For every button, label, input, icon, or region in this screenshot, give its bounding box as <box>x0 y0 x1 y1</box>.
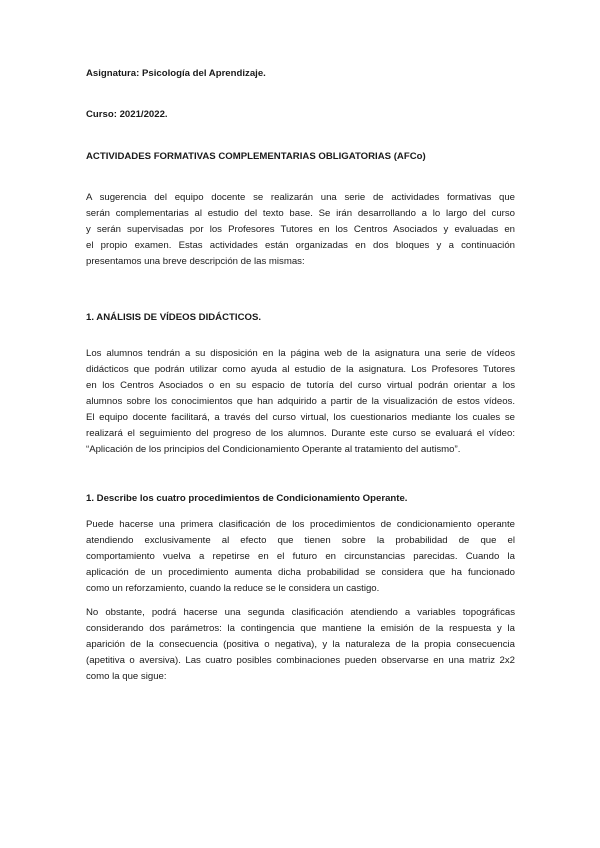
question-line: considerando dos parámetros: la contingencia que mantiene la emisión de la respuesta y la <box>86 623 515 634</box>
section-line: alumnos sobre los conocimientos que han adquirido a partir de la visualización de estos vídeos. <box>86 396 515 407</box>
intro-line: serán complementarias al estudio del texto base. Se irán desarrollando a lo largo del curso <box>86 208 515 219</box>
question-paragraph-1 <box>86 517 515 597</box>
question-line: como la que sigue: <box>86 671 167 682</box>
question-line: aplicación de un procedimiento aumenta dicha probabilidad se considera que ha funcionado <box>86 567 515 578</box>
question-line: atendiendo exclusivamente al efecto que tienen sobre la probabilidad de que el <box>86 535 515 546</box>
intro-line: el propio examen. Estas actividades están organizadas en dos bloques y a continuación <box>86 240 515 251</box>
intro-line: A sugerencia del equipo docente se realizarán una serie de actividades formativas que <box>86 192 515 203</box>
section-line: El equipo docente facilitará, a través del curso virtual, los cuestionarios mediante los cuales se <box>86 412 515 423</box>
question-line: (apetitiva o aversiva). Las cuatro posibles combinaciones pueden observarse en una matriz 2x2 <box>86 655 515 666</box>
section-heading: 1. ANÁLISIS DE VÍDEOS DIDÁCTICOS. <box>86 312 262 323</box>
question-paragraph-2 <box>86 605 515 685</box>
question-line: comportamiento vuelva a repetirse en el futuro en circunstancias parecidas. Cuando la <box>86 551 515 562</box>
subject-line: Asignatura: Psicología del Aprendizaje. <box>86 68 266 79</box>
question-heading: 1. Describe los cuatro procedimientos de Condicionamiento Operante. <box>86 493 408 504</box>
document-title: ACTIVIDADES FORMATIVAS COMPLEMENTARIAS OBLIGATORIAS (AFCo) <box>86 151 426 162</box>
section-line: en los Centros Asociados o en su espacio de tutoría del curso virtual podrán orientar a los <box>86 380 515 391</box>
section-line: “Aplicación de los principios del Condicionamiento Operante al tratamiento del autismo”. <box>86 444 461 455</box>
section-line: didácticos que podrán utilizar como ayuda al estudio de la asignatura. Los Profesores Tutores <box>86 364 515 375</box>
section-paragraph <box>86 346 515 458</box>
intro-line: presentamos una breve descripción de las mismas: <box>86 256 305 267</box>
intro-paragraph <box>86 190 515 270</box>
course-line: Curso: 2021/2022. <box>86 109 168 120</box>
intro-line: y serán supervisadas por los Profesores Tutores en los Centros Asociados y evaluadas en <box>86 224 515 235</box>
section-line: Los alumnos tendrán a su disposición en la página web de la asignatura una serie de vídeos <box>86 348 515 359</box>
question-line: aparición de la consecuencia (positiva o negativa), y la naturaleza de la propia consecuencia <box>86 639 515 650</box>
question-line: como un reforzamiento, cuando la reduce se le considera un castigo. <box>86 583 380 594</box>
section-line: realizará el seguimiento del progreso de los alumnos. Durante este curso se evaluará el vídeo: <box>86 428 515 439</box>
question-line: Puede hacerse una primera clasificación de los procedimientos de condicionamiento operante <box>86 519 515 530</box>
question-line: No obstante, podrá hacerse una segunda clasificación atendiendo a variables topográficas <box>86 607 515 618</box>
